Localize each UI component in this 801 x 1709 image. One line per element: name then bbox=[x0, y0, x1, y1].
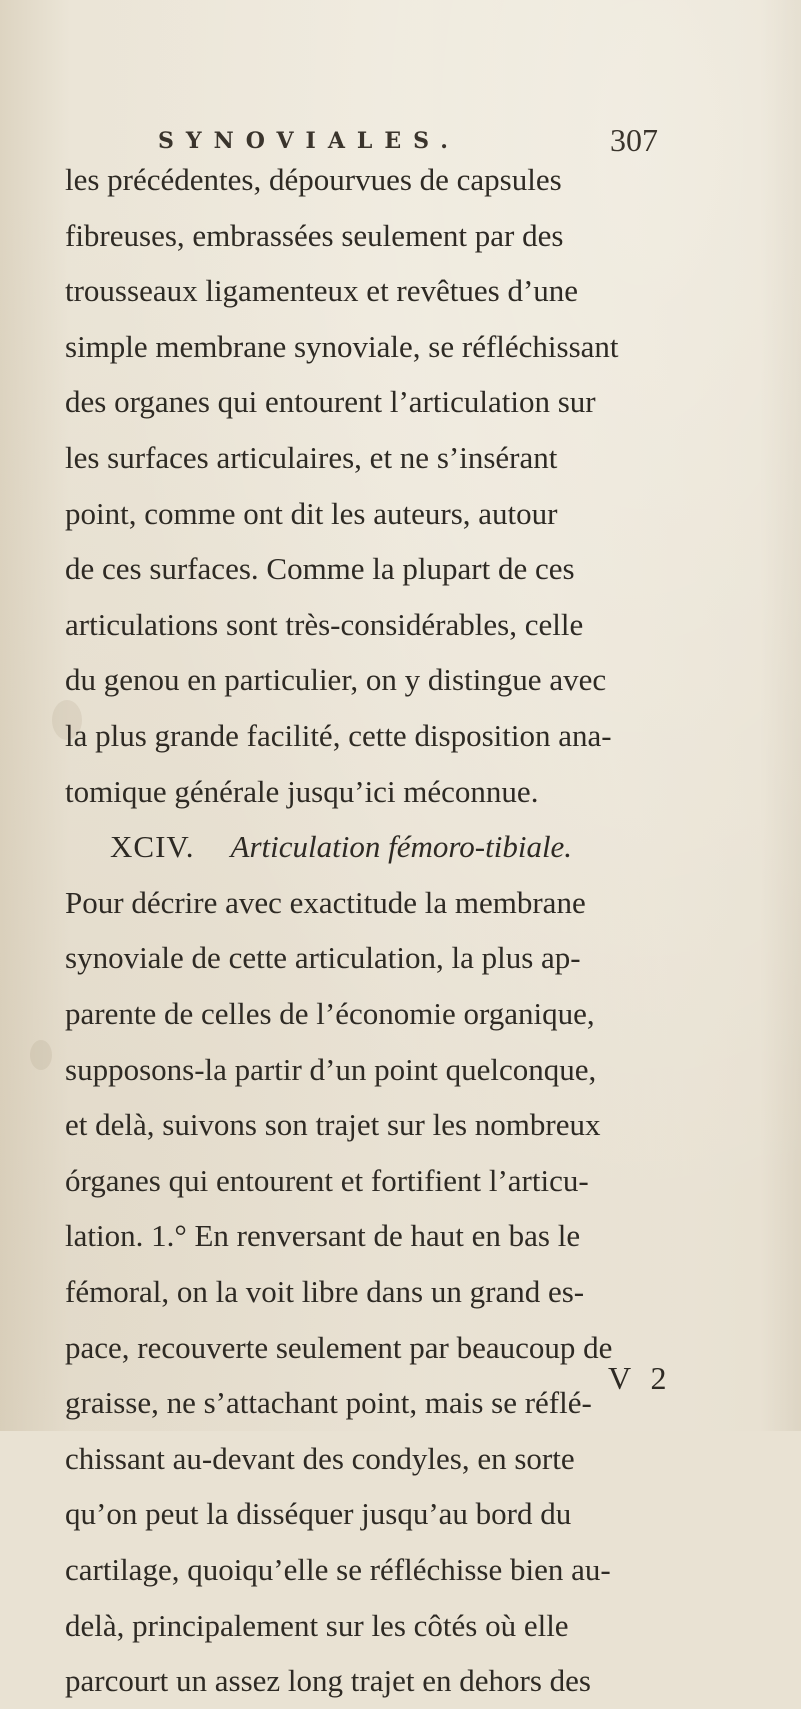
text-line: articulations sont très-considérables, celle bbox=[65, 606, 584, 642]
section-number: XCIV. bbox=[110, 829, 195, 865]
text-line: parcourt un assez long trajet en dehors des bbox=[65, 1663, 591, 1699]
text-line: lation. 1.° En renversant de haut en bas le bbox=[65, 1218, 581, 1254]
text-line: des organes qui entourent l’articulation sur bbox=[65, 384, 596, 420]
page-number: 307 bbox=[610, 122, 658, 158]
text-line: trousseaux ligamenteux et revêtues d’une bbox=[65, 273, 579, 309]
text-line: pace, recouverte seulement par beaucoup de bbox=[65, 1329, 613, 1365]
text-line: órganes qui entourent et fortifient l’articu- bbox=[65, 1162, 589, 1198]
text-line: la plus grande facilité, cette disposition ana- bbox=[65, 718, 612, 753]
text-line: graisse, ne s’attachant point, mais se réflé- bbox=[65, 1385, 592, 1421]
section-title: Articulation fémoro-tibiale. bbox=[230, 829, 573, 865]
text-line: Pour décrire avec exactitude la membrane bbox=[65, 884, 586, 920]
signature-mark: V 2 bbox=[608, 1360, 673, 1396]
running-head: SYNOVIALES. bbox=[158, 128, 460, 154]
text-line: cartilage, quoiqu’elle se réfléchisse bien au- bbox=[65, 1552, 611, 1587]
text-line: et delà, suivons son trajet sur les nombreux bbox=[65, 1107, 601, 1143]
text-line: point, comme ont dit les auteurs, autour bbox=[65, 495, 558, 531]
page-stain bbox=[30, 1040, 52, 1070]
text-line: synoviale de cette articulation, la plus ap- bbox=[65, 940, 581, 976]
section-heading bbox=[110, 819, 572, 875]
text-line: qu’on peut la disséquer jusqu’au bord du bbox=[65, 1496, 572, 1532]
text-line: delà, principalement sur les côtés où elle bbox=[65, 1607, 569, 1643]
text-line: fémoral, on la voit libre dans un grand es- bbox=[65, 1274, 585, 1309]
text-line: supposons-la partir d’un point quelconque, bbox=[65, 1051, 597, 1087]
text-line: de ces surfaces. Comme la plupart de ces bbox=[65, 551, 575, 587]
text-line: du genou en particulier, on y distingue avec bbox=[65, 662, 607, 698]
text-line: fibreuses, embrassées seulement par des bbox=[65, 217, 564, 253]
text-line: simple membrane synoviale, se réfléchissant bbox=[65, 328, 619, 364]
text-line: chissant au-devant des condyles, en sorte bbox=[65, 1440, 575, 1476]
text-line: parente de celles de l’économie organique, bbox=[65, 996, 595, 1031]
text-line: les surfaces articulaires, et ne s’insérant bbox=[65, 440, 558, 475]
text-line: tomique générale jusqu’ici méconnue. bbox=[65, 773, 539, 809]
text-line: les précédentes, dépourvues de capsules bbox=[65, 162, 562, 197]
